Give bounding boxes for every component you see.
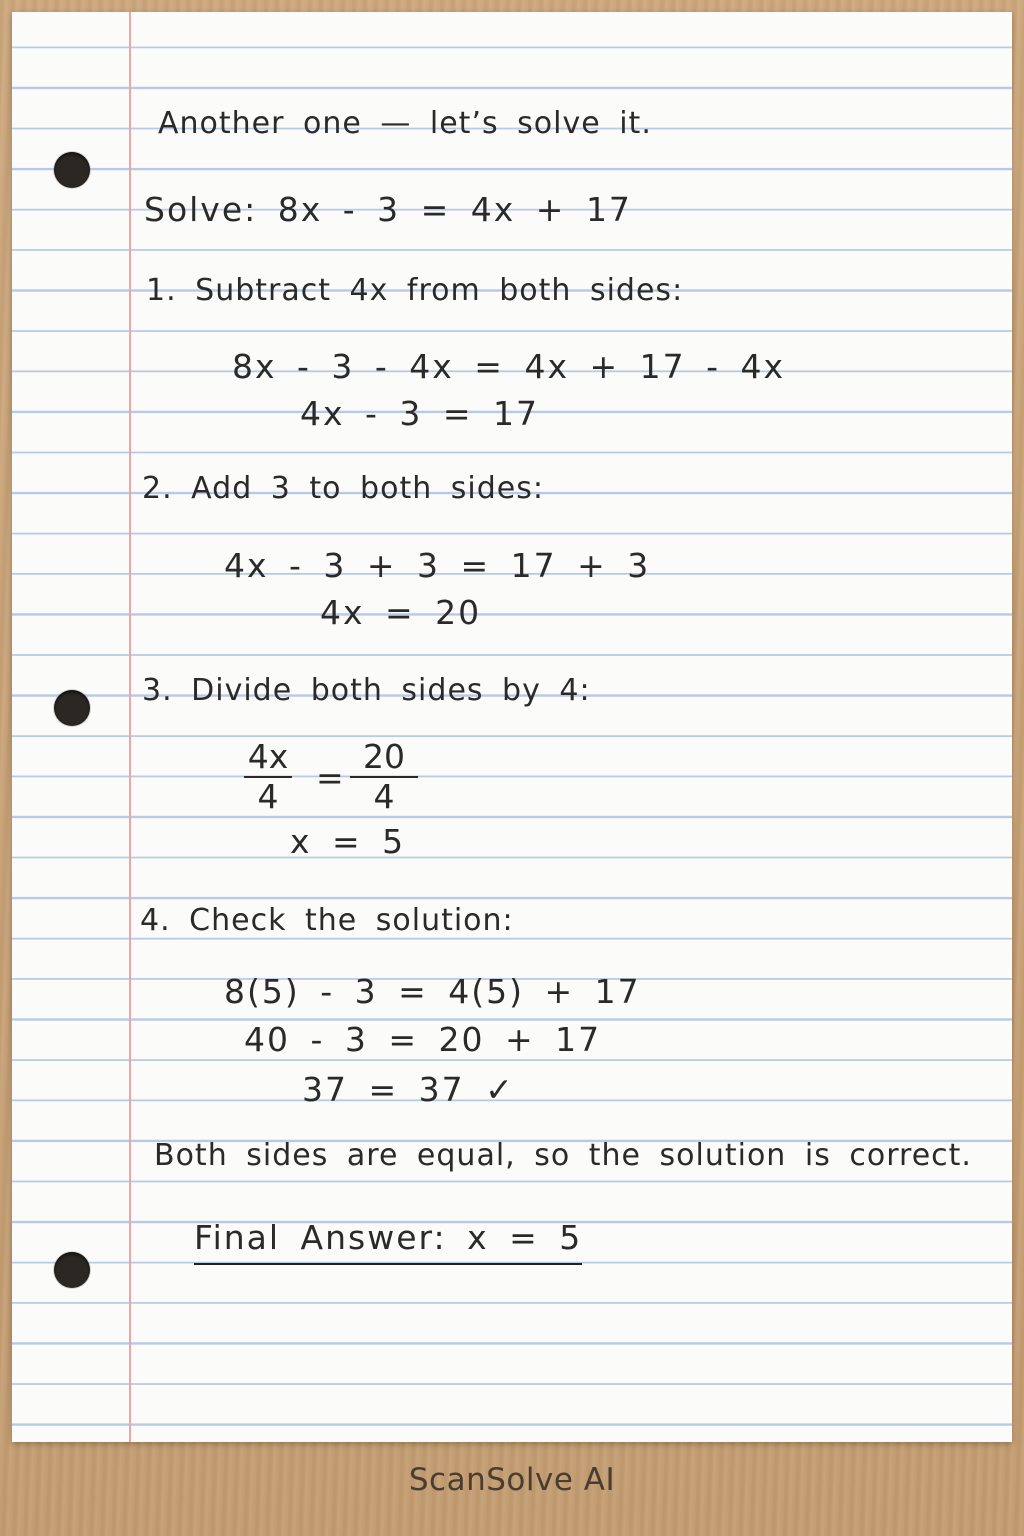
check-line-2: 40 - 3 = 20 + 17 [244,1020,602,1059]
fraction-right-denominator: 4 [373,777,395,816]
step-3-heading: 3. Divide both sides by 4: [142,673,591,708]
step-1-line-2: 4x - 3 = 17 [300,394,540,433]
step-2-line-1: 4x - 3 + 3 = 17 + 3 [224,546,651,585]
step-2-heading: 2. Add 3 to both sides: [142,471,544,506]
check-line-1: 8(5) - 3 = 4(5) + 17 [224,972,641,1011]
fraction-left [244,738,292,816]
step-2-line-2: 4x = 20 [320,593,482,632]
intro-text: Another one — let’s solve it. [158,106,652,141]
notebook-paper [12,12,1012,1442]
check-line-3: 37 = 37 ✓ [302,1070,515,1109]
step-1-heading: 1. Subtract 4x from both sides: [146,273,684,308]
problem-statement: Solve: 8x - 3 = 4x + 17 [144,190,632,229]
punch-hole [54,152,90,188]
step-4-heading: 4. Check the solution: [140,903,514,938]
fraction-right [350,738,418,816]
final-answer: Final Answer: x = 5 [194,1218,582,1265]
fraction-right-numerator: 20 [363,737,405,776]
conclusion-text: Both sides are equal, so the solution is correct. [154,1138,972,1173]
fraction-left-numerator: 4x [247,737,289,776]
brand-watermark: ScanSolve AI [408,1462,616,1498]
step-3-result: x = 5 [290,822,406,861]
step-1-line-1: 8x - 3 - 4x = 4x + 17 - 4x [232,347,786,386]
punch-hole [54,690,90,726]
fraction-left-denominator: 4 [257,777,279,816]
punch-hole [54,1252,90,1288]
margin-line [129,12,131,1442]
fraction-equals: = [316,758,346,797]
